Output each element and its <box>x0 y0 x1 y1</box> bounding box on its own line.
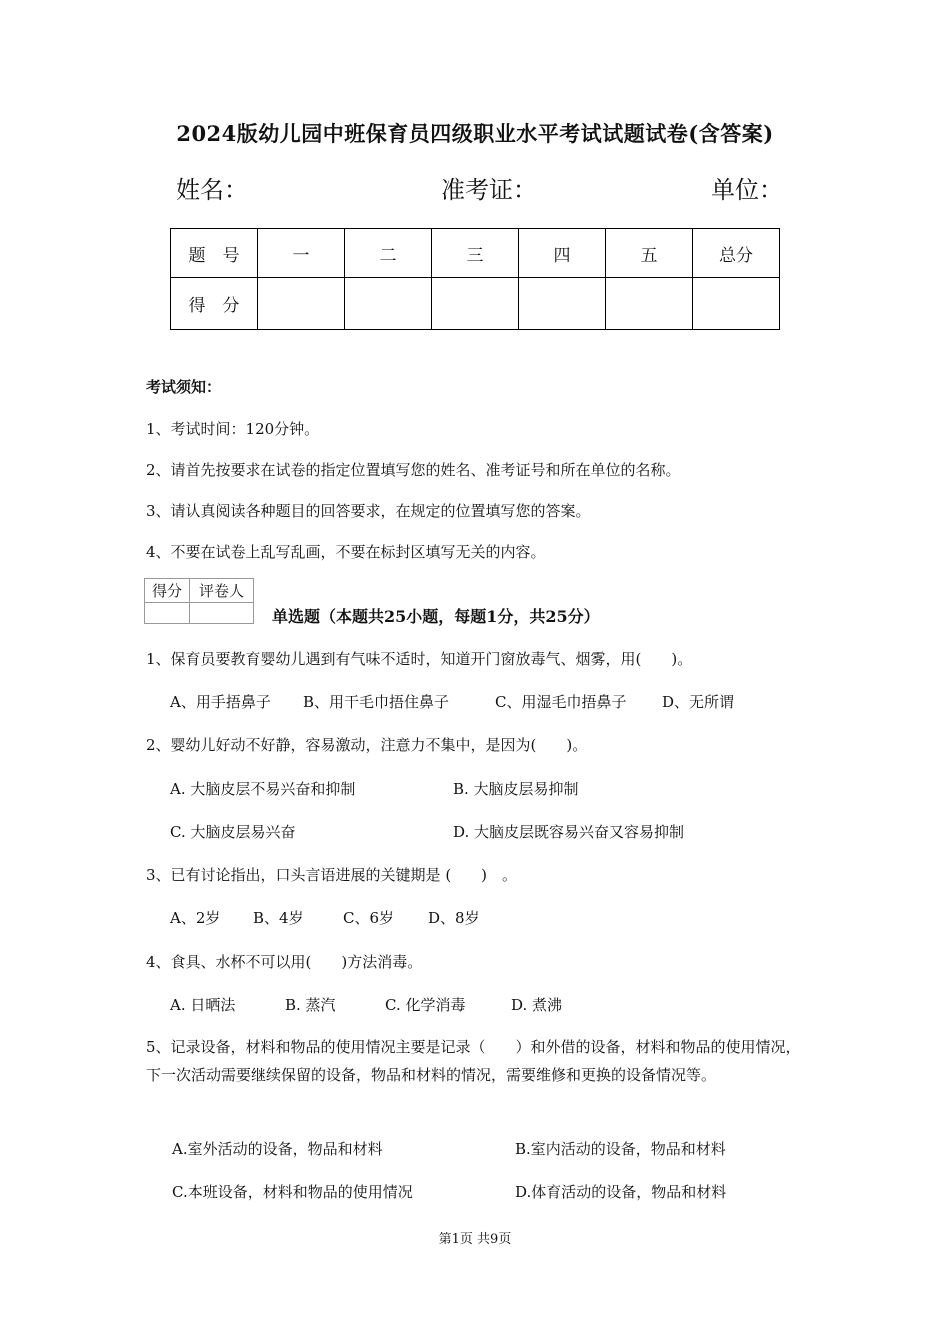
score-table-header: 题 号 <box>171 229 258 278</box>
score-table-header: 总分 <box>693 229 780 278</box>
question-option: D. 煮沸 <box>511 996 563 1014</box>
question-option: C、用湿毛巾捂鼻子 <box>495 693 627 711</box>
notice-item: 1、考试时间：120分钟。 <box>146 420 320 438</box>
question-stem: 3、已有讨论指出，口头言语进展的关键期是 ( ) 。 <box>146 866 518 884</box>
unit-field-label: 单位： <box>711 176 783 204</box>
grader-reviewer-label: 评卷人 <box>190 579 254 603</box>
exam-id-field-label: 准考证： <box>441 176 537 204</box>
question-option: A、用手捂鼻子 <box>170 693 271 711</box>
question-option: C、6岁 <box>343 909 395 927</box>
question-option: B、4岁 <box>253 909 304 927</box>
score-cell <box>258 278 345 330</box>
score-cell <box>606 278 693 330</box>
score-table-score-row <box>171 278 780 330</box>
question-option: A、2岁 <box>170 909 221 927</box>
question-option: B、用干毛巾捂住鼻子 <box>303 693 450 711</box>
notice-item: 2、请首先按要求在试卷的指定位置填写您的姓名、准考证号和所在单位的名称。 <box>146 461 681 479</box>
score-table-header: 四 <box>519 229 606 278</box>
question-option: C. 大脑皮层易兴奋 <box>170 823 296 841</box>
score-cell <box>432 278 519 330</box>
score-table-header: 一 <box>258 229 345 278</box>
notice-item: 3、请认真阅读各种题目的回答要求，在规定的位置填写您的答案。 <box>146 502 591 520</box>
question-option: B.室内活动的设备，物品和材料 <box>515 1140 726 1158</box>
score-table <box>170 228 780 330</box>
score-cell <box>345 278 432 330</box>
question-option: A. 大脑皮层不易兴奋和抑制 <box>170 780 356 798</box>
question-stem: 4、食具、水杯不可以用( )方法消毒。 <box>146 953 423 971</box>
score-cell <box>519 278 606 330</box>
grader-reviewer-cell <box>190 603 254 624</box>
question-stem: 2、婴幼儿好动不好静，容易激动，注意力不集中，是因为( )。 <box>146 736 588 754</box>
section-title: 单选题（本题共25小题，每题1分，共25分） <box>272 607 600 626</box>
score-row-label: 得 分 <box>171 278 258 330</box>
score-table-header-row <box>171 229 780 278</box>
page-title: 2024版幼儿园中班保育员四级职业水平考试试题试卷(含答案) <box>176 121 774 146</box>
notice-item: 4、不要在试卷上乱写乱画，不要在标封区填写无关的内容。 <box>146 543 546 561</box>
score-cell <box>693 278 780 330</box>
name-field-label: 姓名： <box>176 176 248 204</box>
notice-title: 考试须知： <box>146 378 222 396</box>
question-option: C. 化学消毒 <box>385 996 466 1014</box>
question-option: B. 蒸汽 <box>285 996 336 1014</box>
grader-score-label: 得分 <box>145 579 190 603</box>
page-footer: 第1页 共9页 <box>438 1232 512 1247</box>
score-table-header: 二 <box>345 229 432 278</box>
question-option: B. 大脑皮层易抑制 <box>453 780 579 798</box>
grader-box <box>144 578 254 624</box>
question-stem: 1、保育员要教育婴幼儿遇到有气味不适时，知道开门窗放毒气、烟雾，用( )。 <box>146 650 693 668</box>
grader-score-cell <box>145 603 190 624</box>
question-option: C.本班设备，材料和物品的使用情况 <box>172 1183 413 1201</box>
question-option: A. 日晒法 <box>170 996 236 1014</box>
question-option: D、无所谓 <box>662 693 735 711</box>
question-option: D、8岁 <box>428 909 480 927</box>
score-table-header: 三 <box>432 229 519 278</box>
question-option: A.室外活动的设备，物品和材料 <box>172 1140 383 1158</box>
question-stem: 5、记录设备，材料和物品的使用情况主要是记录（ ）和外借的设备，材料和物品的使用情况，下一次活动需要继续保留的设备，物品和材料的情况，需要维修和更换的设备情况等。 <box>146 1038 801 1084</box>
question-option: D.体育活动的设备，物品和材料 <box>515 1183 727 1201</box>
question-option: D. 大脑皮层既容易兴奋又容易抑制 <box>453 823 685 841</box>
score-table-header: 五 <box>606 229 693 278</box>
